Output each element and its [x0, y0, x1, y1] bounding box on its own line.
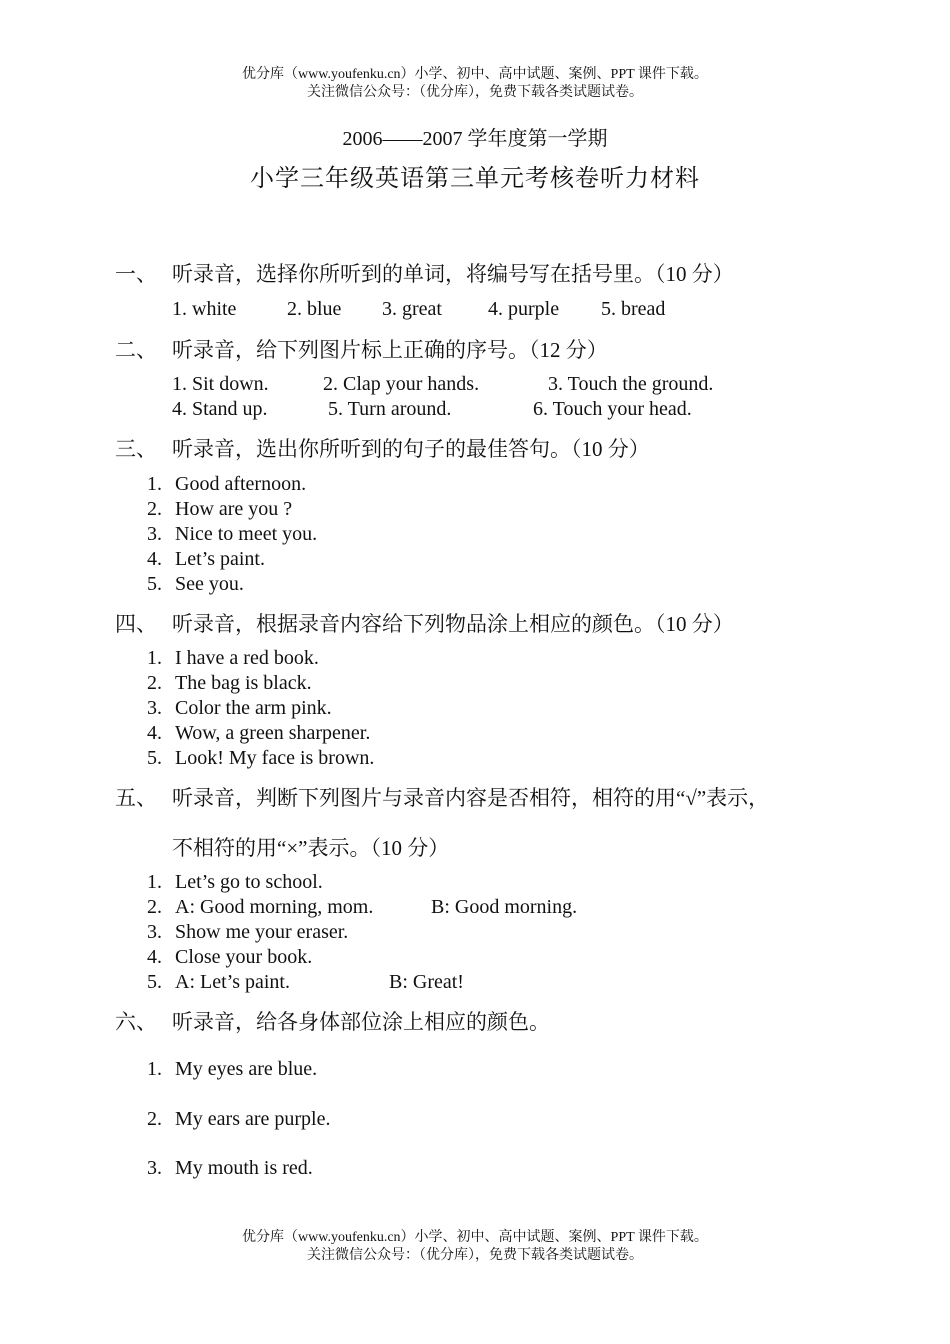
- section-1-heading: [115, 258, 855, 288]
- section-number: 一、: [115, 262, 157, 286]
- item-text: My ears are purple.: [175, 1108, 331, 1130]
- list-item: [147, 747, 747, 771]
- item-text: Nice to meet you.: [175, 523, 318, 545]
- item-number: 3.: [147, 921, 162, 943]
- item-text: Let’s go to school.: [175, 871, 323, 893]
- item-number: 4.: [147, 722, 162, 744]
- section-6-heading: [115, 1006, 855, 1036]
- item-text: The bag is black.: [175, 672, 312, 694]
- list-item: [147, 697, 747, 721]
- item-number: 1.: [147, 473, 162, 495]
- section-3-heading: [115, 433, 855, 463]
- list-item: [147, 573, 747, 597]
- page-title: 小学三年级英语第三单元考核卷听力材料: [250, 166, 700, 192]
- header-line-1: 优分库（www.youfenku.cn）小学、初中、高中试题、案例、PPT 课件下载。: [242, 67, 708, 82]
- footer-line-2: 关注微信公众号：（优分库），免费下载各类试题试卷。: [307, 1248, 643, 1263]
- section-text: 听录音，判断下列图片与录音内容是否相符，相符的用“√”表示，: [172, 786, 770, 810]
- school-year: 2006——2007 学年度第一学期: [342, 128, 608, 150]
- list-item: [147, 498, 747, 522]
- section-2-heading: [115, 334, 855, 364]
- word-3: 3. great: [382, 298, 442, 320]
- section-5-heading-continued: 不相符的用“×”表示。（10 分）: [172, 836, 450, 860]
- item-text: My mouth is red.: [175, 1157, 313, 1179]
- item-text: See you.: [175, 573, 244, 595]
- word-2: 2. blue: [287, 298, 342, 320]
- item-number: 3.: [147, 523, 162, 545]
- section-text: 听录音，根据录音内容给下列物品涂上相应的颜色。（10 分）: [172, 612, 734, 636]
- section-number: 三、: [115, 437, 157, 461]
- item-text: Color the arm pink.: [175, 697, 332, 719]
- item-number: 1.: [147, 1058, 162, 1080]
- item-number: 2.: [147, 672, 162, 694]
- item-number: 2.: [147, 1108, 162, 1130]
- command-6: 6. Touch your head.: [533, 398, 692, 420]
- command-1: 1. Sit down.: [172, 373, 269, 395]
- item-number: 5.: [147, 573, 162, 595]
- list-item: [147, 647, 747, 671]
- item-text: A: Good morning, mom.: [175, 896, 374, 918]
- item-number: 2.: [147, 498, 162, 520]
- footer-line-1: 优分库（www.youfenku.cn）小学、初中、高中试题、案例、PPT 课件下载。: [242, 1230, 708, 1245]
- command-4: 4. Stand up.: [172, 398, 268, 420]
- item-text: Wow, a green sharpener.: [175, 722, 371, 744]
- item-text: Let’s paint.: [175, 548, 265, 570]
- list-item: [147, 523, 747, 547]
- item-number: 5.: [147, 971, 162, 993]
- list-item: [147, 871, 747, 895]
- list-item: [147, 1108, 747, 1132]
- item-text: Good afternoon.: [175, 473, 307, 495]
- item-number: 3.: [147, 1157, 162, 1179]
- section-number: 六、: [115, 1010, 157, 1034]
- item-number: 4.: [147, 946, 162, 968]
- dialogue-reply: B: Good morning.: [431, 896, 578, 918]
- item-number: 3.: [147, 697, 162, 719]
- section-number: 四、: [115, 612, 157, 636]
- section-text: 听录音，给下列图片标上正确的序号。（12 分）: [172, 338, 608, 362]
- section-number: 二、: [115, 338, 157, 362]
- section-5-heading: [115, 782, 875, 812]
- item-text: Look! My face is brown.: [175, 747, 375, 769]
- section-text: 听录音，选出你所听到的句子的最佳答句。（10 分）: [172, 437, 650, 461]
- list-item: [147, 722, 747, 746]
- item-number: 2.: [147, 896, 162, 918]
- list-item: [147, 921, 747, 945]
- list-item: [147, 946, 747, 970]
- section-4-heading: [115, 608, 855, 638]
- item-text: How are you ?: [175, 498, 293, 520]
- item-text: My eyes are blue.: [175, 1058, 318, 1080]
- header-line-2: 关注微信公众号：（优分库），免费下载各类试题试卷。: [307, 85, 643, 100]
- section-number: 五、: [115, 786, 157, 810]
- word-5: 5. bread: [601, 298, 666, 320]
- item-number: 1.: [147, 647, 162, 669]
- command-5: 5. Turn around.: [328, 398, 452, 420]
- item-text: Show me your eraser.: [175, 921, 349, 943]
- list-item: [147, 473, 747, 497]
- list-item: [147, 1058, 747, 1082]
- word-4: 4. purple: [488, 298, 560, 320]
- item-number: 5.: [147, 747, 162, 769]
- section-text: 听录音，给各身体部位涂上相应的颜色。: [172, 1010, 550, 1034]
- command-2: 2. Clap your hands.: [323, 373, 480, 395]
- item-number: 4.: [147, 548, 162, 570]
- word-1: 1. white: [172, 298, 237, 320]
- list-item: [147, 672, 747, 696]
- item-text: A: Let’s paint.: [175, 971, 290, 993]
- item-text: Close your book.: [175, 946, 313, 968]
- item-number: 1.: [147, 871, 162, 893]
- command-3: 3. Touch the ground.: [548, 373, 714, 395]
- item-text: I have a red book.: [175, 647, 319, 669]
- dialogue-reply: B: Great!: [389, 971, 464, 993]
- list-item: [147, 1157, 747, 1181]
- list-item: [147, 548, 747, 572]
- section-text: 听录音，选择你所听到的单词，将编号写在括号里。（10 分）: [172, 262, 734, 286]
